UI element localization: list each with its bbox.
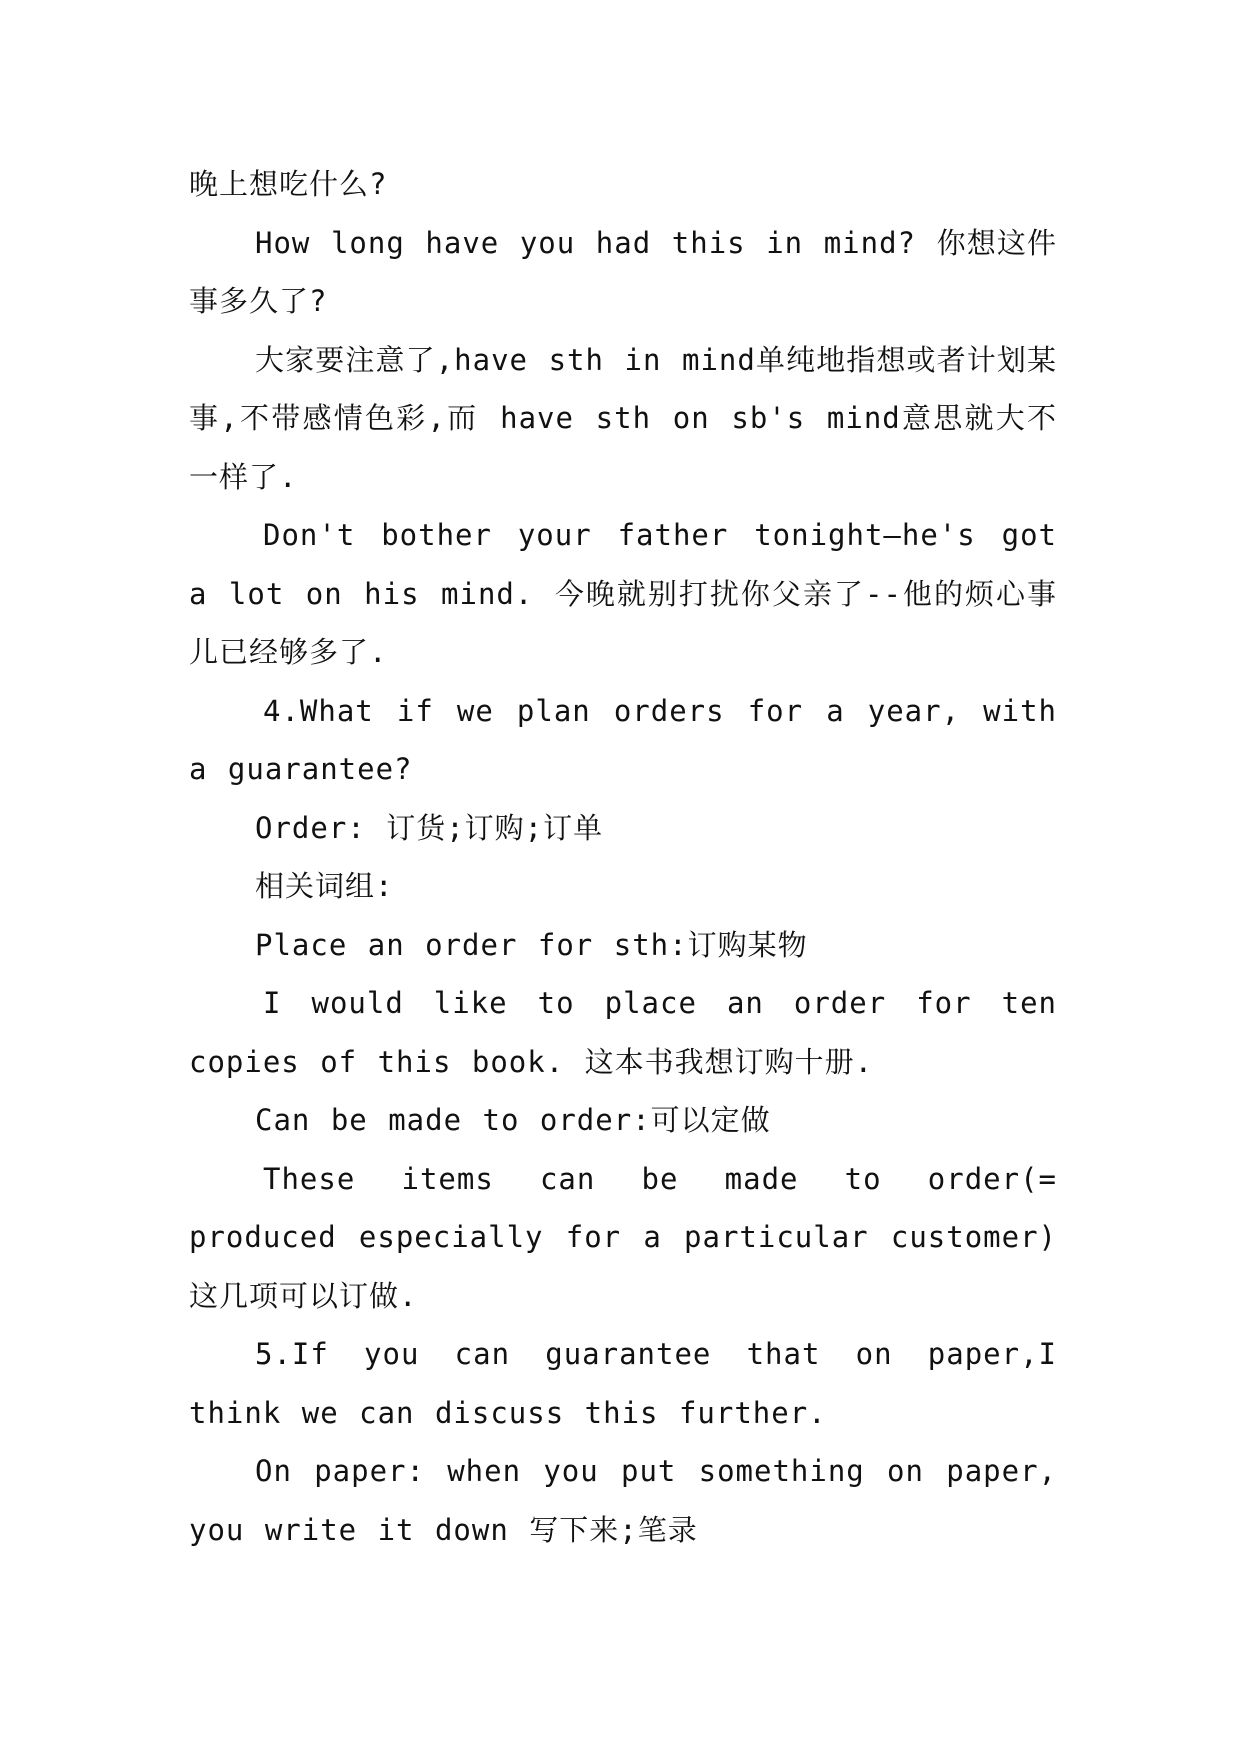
paragraph-item-5: 5.If you can guarantee that on paper,I think we can discuss this further. — [189, 1337, 1057, 1430]
paragraph-in-mind-note: 大家要注意了,have sth in mind单纯地指想或者计划某事,不带感情色彩,而 have sth on sb's mind意思就大不一样了. — [189, 342, 1057, 494]
paragraph-place-an-order: Place an order for sth:订购某物 — [255, 927, 808, 962]
paragraph-order-definition: Order: 订货;订购;订单 — [255, 810, 604, 845]
paragraph-dinner-question: 晚上想吃什么? — [189, 167, 388, 201]
paragraph-in-mind-example: How long have you had this in mind? 你想这件事多久了? — [189, 225, 1057, 318]
paragraph-item-4: 4.What if we plan orders for a year, with a guarantee? — [189, 693, 1057, 786]
paragraph-on-paper-definition: On paper: when you put something on paper, you write it down 写下来;笔录 — [189, 1454, 1057, 1547]
document-body — [189, 155, 1057, 1559]
paragraph-made-to-order-example: These items can be made to order(= produced especially for a particular customer) 这几项可以订做. — [189, 1161, 1057, 1313]
paragraph-made-to-order: Can be made to order:可以定做 — [255, 1103, 771, 1137]
paragraph-on-mind-example: Don't bother your father tonight—he's got a lot on his mind. 今晚就别打扰你父亲了--他的烦心事儿已经够多了. — [189, 518, 1057, 669]
paragraph-related-phrases: 相关词组: — [255, 869, 394, 903]
paragraph-place-order-example: I would like to place an order for ten copies of this book. 这本书我想订购十册. — [189, 986, 1057, 1079]
